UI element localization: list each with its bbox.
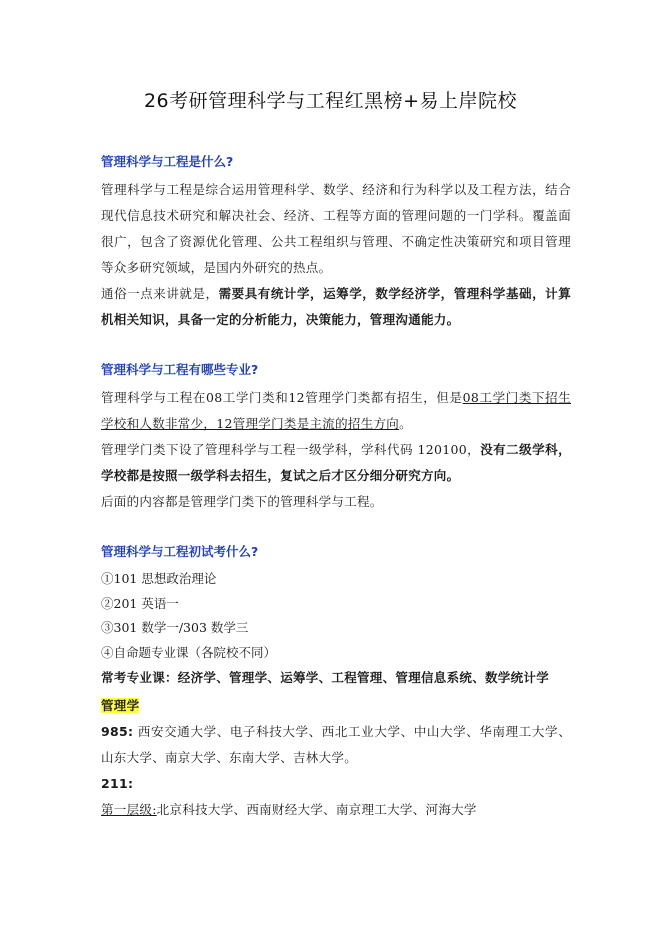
paragraph	[101, 437, 571, 489]
section-majors	[101, 360, 571, 515]
highlighted-label: 管理学	[101, 698, 140, 713]
common-subjects: 常考专业课：经济学、管理学、运筹学、工程管理、管理信息系统、数学统计学	[101, 670, 550, 685]
text-span: 管理科学与工程在08工学门类和12管理学门类都有招生，但是	[101, 390, 463, 405]
text-span: 西安交通大学、电子科技大学、西北工业大学、中山大学、华南理工大学、山东大学、南京大学、东南大学、吉林大学。	[101, 724, 571, 765]
section-what-is	[101, 152, 571, 333]
list-item: ③301 数学一/303 数学三	[101, 620, 249, 635]
underlined-text: 08工学门类下招生学校和人数非常少，12管理学门类是主流的招生方向	[101, 390, 572, 431]
list-item: ①101 思想政治理论	[101, 571, 217, 586]
section-heading: 管理科学与工程是什么?	[101, 154, 234, 169]
text-span: 北京科技大学、西南财经大学、南京理工大学、河海大学	[156, 802, 477, 817]
bold-text: 需要具有统计学，运筹学，数学经济学，管理科学基础，计算机相关知识，具备一定的分析能力，决策能力，管理沟通能力。	[101, 286, 572, 327]
section-heading: 管理科学与工程初试考什么?	[101, 544, 259, 559]
section-exam	[101, 542, 571, 823]
tier-line	[101, 797, 571, 823]
paragraph-985	[101, 719, 571, 771]
page-title: 26考研管理科学与工程红黑榜+易上岸院校	[143, 90, 518, 112]
paragraph	[101, 281, 571, 333]
list-item: ②201 英语一	[101, 595, 179, 611]
text-span: 通俗一点来讲就是，	[101, 286, 219, 301]
bold-text: 没有二级学科，学校都是按照一级学科去招生，复试之后才区分细分研究方向。	[101, 442, 571, 483]
label-211: 211:	[101, 776, 134, 791]
paragraph: 管理科学与工程是综合运用管理科学、数学、经济和行为科学以及工程方法，结合现代信息技术研究和解决社会、经济、工程等方面的管理问题的一门学科。覆盖面很广，包含了资源优化管理、公共工程组织与管理、不确定性决策研究和项目管理等众多研究领域，是国内外研究的热点。	[101, 182, 571, 275]
text-span: 。	[399, 416, 412, 431]
label-985: 985:	[101, 724, 134, 739]
paragraph	[101, 385, 571, 437]
highlight-line	[101, 693, 571, 719]
section-heading: 管理科学与工程有哪些专业?	[101, 362, 259, 377]
text-span: 管理学门类下设了管理科学与工程一级学科，学科代码 120100，	[101, 442, 481, 457]
list-item: ④自命题专业课（各院校不同）	[101, 644, 277, 660]
paragraph: 后面的内容都是管理学门类下的管理科学与工程。	[101, 494, 383, 509]
tier-label: 第一层级:	[101, 802, 157, 817]
